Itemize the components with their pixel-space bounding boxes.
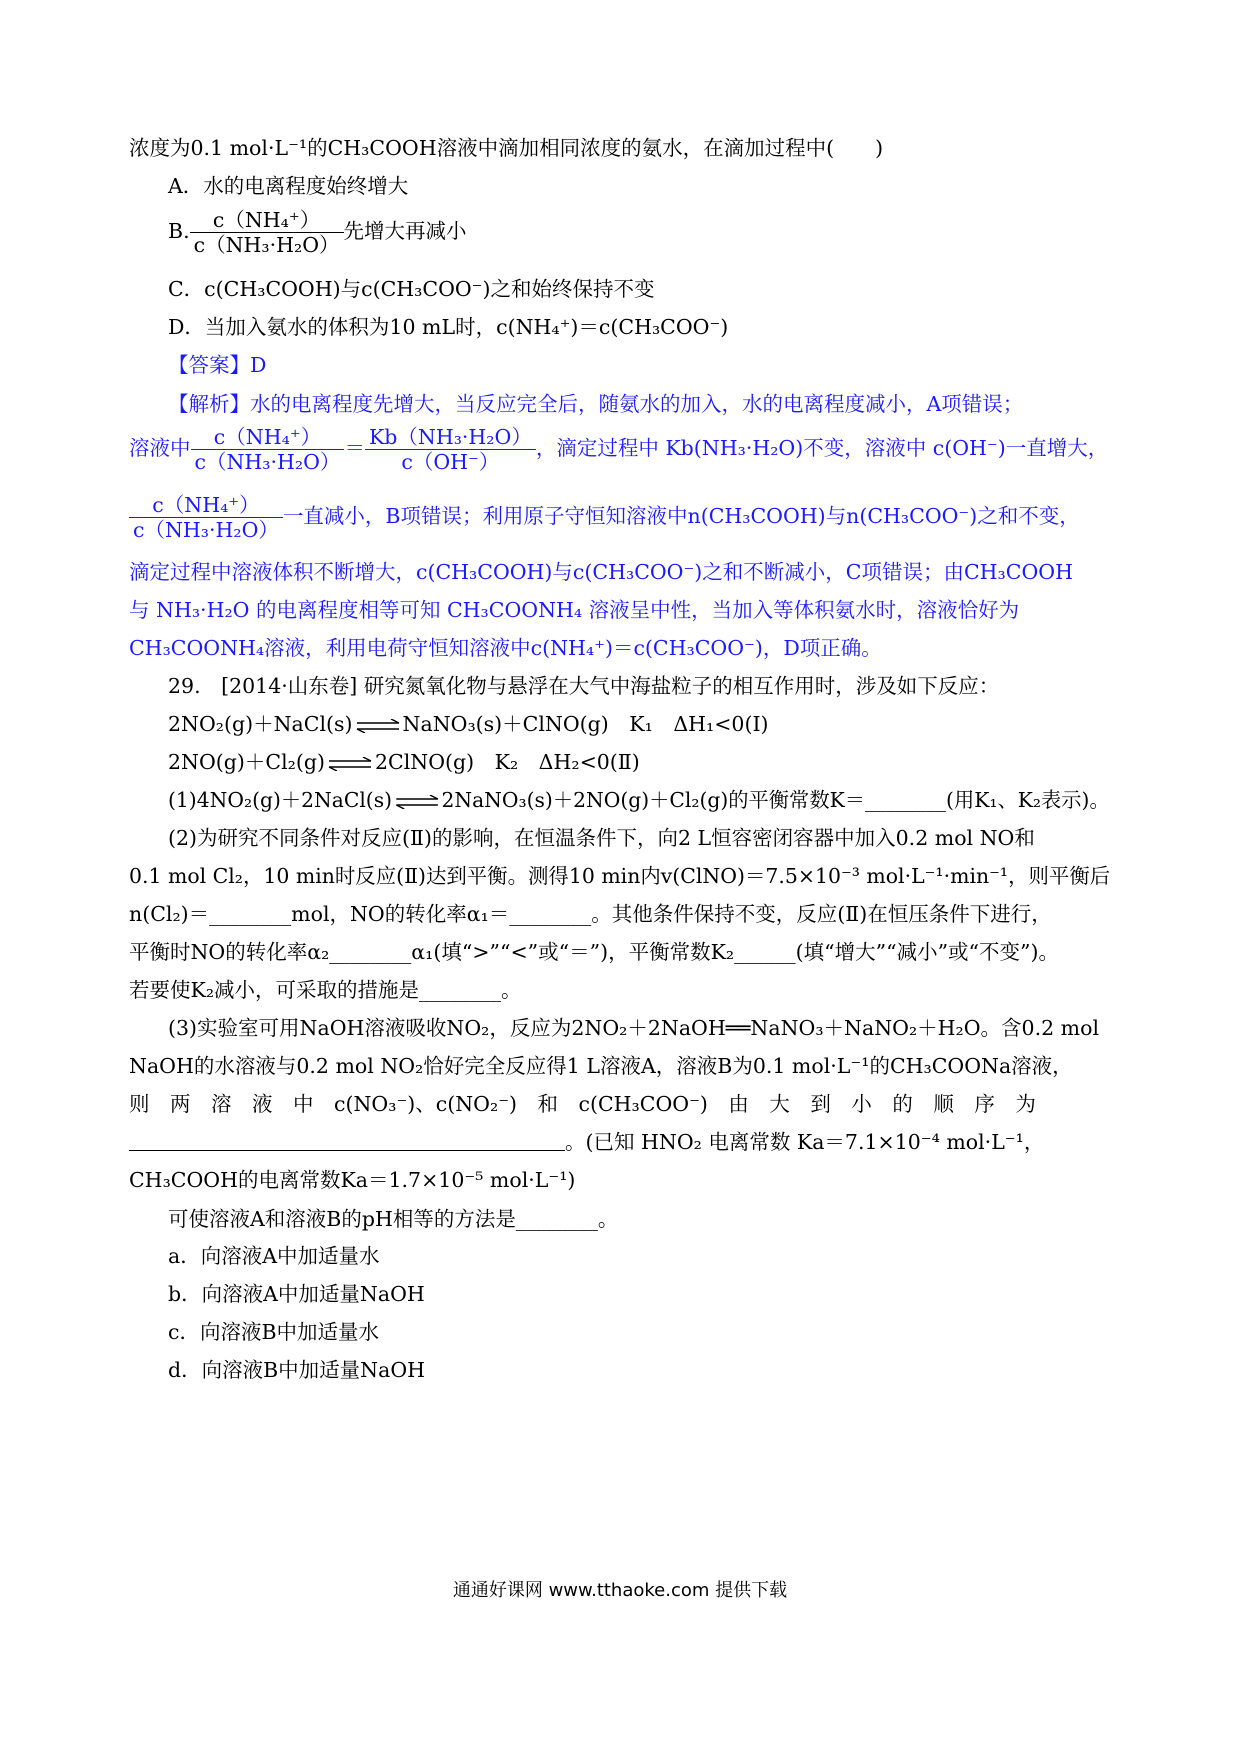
analysis-line-2: [129, 425, 1108, 474]
option-b: [168, 208, 467, 257]
analysis-fraction-1: [191, 425, 345, 474]
reaction-2-left: 2NO(g)＋Cl₂(g): [168, 750, 325, 774]
page-footer: 通通好课网 www.tthaoke.com 提供下载: [452, 1580, 788, 1601]
option-d: D．当加入氨水的体积为10 mL时，c(NH₄⁺)＝c(CH₃COO⁻): [168, 315, 729, 339]
choice-a: a．向溶液A中加适量水: [168, 1244, 380, 1268]
part-3-line-1: (3)实验室可用NaOH溶液吸收NO₂，反应为2NO₂＋2NaOH══NaNO₃＋NaNO₂＋H₂O。含0.2 mol: [168, 1016, 1100, 1040]
equilibrium-arrow-icon: [394, 795, 439, 809]
fraction-denominator: c（NH₃·H₂O）: [194, 450, 341, 474]
fraction-denominator: c（NH₃·H₂O）: [193, 233, 340, 257]
reaction-1-right: NaNO₃(s)＋ClNO(g) K₁ ΔH₁<0(Ⅰ): [402, 712, 769, 736]
part-3-line-3: 则 两 溶 液 中 c(NO₃⁻)、c(NO₂⁻) 和 c(CH₃COO⁻) 由 大 到 小 的 顺 序 为: [129, 1092, 1036, 1116]
analysis-line-5: 与 NH₃·H₂O 的电离程度相等可知 CH₃COONH₄ 溶液呈中性，当加入等体积氨水时，溶液恰好为: [129, 598, 1020, 622]
answer-blank: [129, 1130, 565, 1151]
q29-intro: 29. [2014·山东卷] 研究氮氧化物与悬浮在大气中海盐粒子的相互作用时，涉及如下反应：: [168, 674, 1000, 698]
equilibrium-arrow-icon: [327, 757, 373, 771]
option-b-prefix: B.: [168, 219, 190, 243]
fraction-denominator: c（NH₃·H₂O）: [133, 518, 279, 542]
equals-sign: ＝: [344, 436, 365, 460]
fraction-numerator: Kb（NH₃·H₂O）: [365, 425, 536, 450]
part-1-left: (1)4NO₂(g)＋2NaCl(s): [168, 788, 393, 812]
question-stem: 浓度为0.1 mol·L⁻¹的CH₃COOH溶液中滴加相同浓度的氨水，在滴加过程中( ): [129, 136, 884, 160]
part-2-line-1: (2)为研究不同条件对反应(Ⅱ)的影响，在恒温条件下，向2 L恒容密闭容器中加入0.2 mol NO和: [168, 826, 1035, 850]
fraction-numerator: c（NH₄⁺）: [129, 493, 283, 518]
choice-d: d．向溶液B中加适量NaOH: [168, 1358, 426, 1382]
analysis-fraction-2: [365, 425, 536, 474]
fraction-numerator: c（NH₄⁺）: [190, 208, 344, 233]
analysis-line-1: 【解析】水的电离程度先增大，当反应完全后，随氨水的加入，水的电离程度减小，A项错误；: [168, 392, 1024, 416]
part-3-line-5: CH₃COOH的电离常数Ka＝1.7×10⁻⁵ mol·L⁻¹): [129, 1168, 576, 1192]
part-2-line-3: n(Cl₂)＝________mol，NO的转化率α₁＝________。其他条件保持不变，反应(Ⅱ)在恒压条件下进行，: [129, 902, 1052, 926]
part-1-right: 2NaNO₃(s)＋2NO(g)＋Cl₂(g)的平衡常数K＝________(用K₁、K₂表示)。: [441, 788, 1110, 812]
part-2-line-5: 若要使K₂减小，可采取的措施是________。: [129, 978, 522, 1002]
equilibrium-arrow-icon: [355, 719, 401, 733]
option-a: A．水的电离程度始终增大: [168, 174, 409, 198]
analysis-fraction-3: [129, 493, 283, 542]
part-3-line-4-suffix: 。(已知 HNO₂ 电离常数 Ka＝7.1×10⁻⁴ mol·L⁻¹，: [565, 1130, 1045, 1154]
analysis-line-3-suffix: 一直减小，B项错误；利用原子守恒知溶液中n(CH₃COOH)与n(CH₃COO⁻)之和不变，: [282, 504, 1080, 528]
fraction-numerator: c（NH₄⁺）: [191, 425, 345, 450]
option-b-fraction: [190, 208, 344, 257]
part-2-line-2: 0.1 mol Cl₂，10 min时反应(Ⅱ)达到平衡。测得10 min内v(ClNO)＝7.5×10⁻³ mol·L⁻¹·min⁻¹，则平衡后: [129, 864, 1111, 888]
choice-c: c．向溶液B中加适量水: [168, 1320, 380, 1344]
analysis-line-6: CH₃COONH₄溶液，利用电荷守恒知溶液中c(NH₄⁺)＝c(CH₃COO⁻)，D项正确。: [129, 636, 882, 660]
option-c: C．c(CH₃COOH)与c(CH₃COO⁻)之和始终保持不变: [168, 277, 655, 301]
part-3-line-2: NaOH的水溶液与0.2 mol NO₂恰好完全反应得1 L溶液A，溶液B为0.1 mol·L⁻¹的CH₃COONa溶液，: [129, 1054, 1073, 1078]
option-b-text: 先增大再减小: [343, 219, 467, 243]
part-2-line-4: 平衡时NO的转化率α₂________α₁(填“>”“<”或“＝”)，平衡常数K₂______(填“增大”“减小”或“不变”)。: [129, 940, 1060, 964]
reaction-1-left: 2NO₂(g)＋NaCl(s): [168, 712, 353, 736]
reaction-2-right: 2ClNO(g) K₂ ΔH₂<0(Ⅱ): [374, 750, 640, 774]
part-3-line-4: [129, 1128, 1044, 1156]
analysis-line-4: 滴定过程中溶液体积不断增大，c(CH₃COOH)与c(CH₃COO⁻)之和不断减小，C项错误；由CH₃COOH: [129, 560, 1073, 584]
choice-b: b．向溶液A中加适量NaOH: [168, 1282, 425, 1306]
analysis-line-3: [129, 493, 1080, 542]
part-3-line-6: 可使溶液A和溶液B的pH相等的方法是________。: [168, 1207, 619, 1231]
reaction-2: [168, 748, 640, 776]
reaction-1: [168, 710, 769, 738]
fraction-denominator: c（OH⁻）: [401, 450, 500, 474]
analysis-line-2-suffix: ，滴定过程中 Kb(NH₃·H₂O)不变，溶液中 c(OH⁻)一直增大，: [535, 436, 1109, 460]
part-1: [168, 786, 1110, 814]
analysis-prefix: 溶液中: [129, 436, 191, 460]
answer-label: 【答案】D: [168, 353, 267, 377]
